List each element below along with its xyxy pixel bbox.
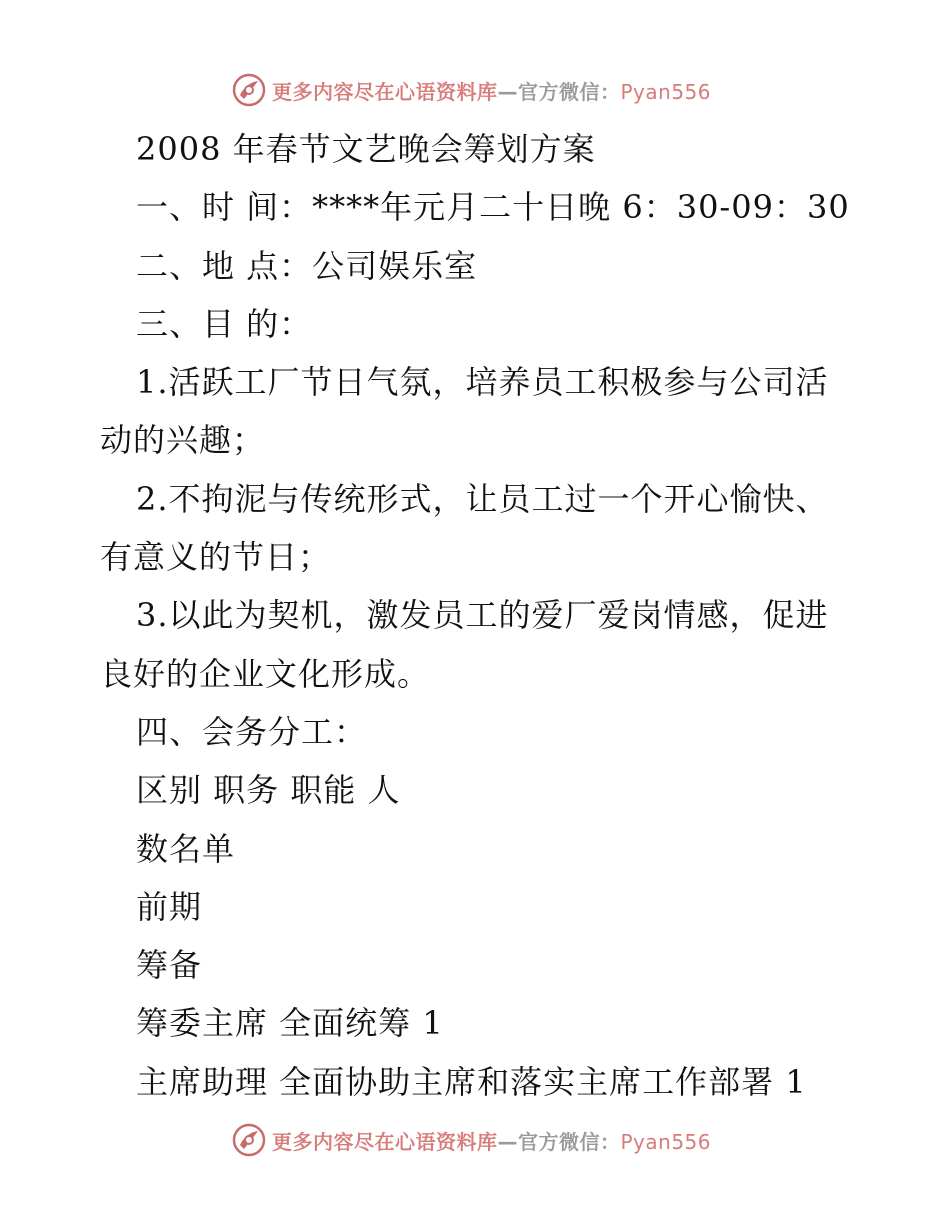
document-title: 2008 年春节文艺晚会筹划方案	[136, 130, 596, 168]
text-line: 动的兴趣；	[100, 421, 266, 460]
text-line: 前期	[136, 887, 203, 926]
text-line: 三、目 的：	[136, 304, 313, 343]
watermark-brand: 更多内容尽在心语资料库	[272, 79, 498, 104]
text-line: 筹备	[136, 946, 203, 985]
watermark-header	[232, 70, 712, 110]
text-line: 良好的企业文化形成。	[100, 654, 431, 693]
text-line: 有意义的节日；	[100, 538, 332, 577]
text-line: 1.活跃工厂节日气氛，培养员工积极参与公司活	[136, 363, 829, 402]
text-line: 区别 职务 职能 人	[136, 771, 401, 810]
text-line: 筹委主席 全面统筹 1	[136, 1004, 444, 1043]
text-line: 主席助理 全面协助主席和落实主席工作部署 1	[136, 1062, 807, 1101]
document-body	[100, 120, 860, 1111]
watermark-separator: —	[497, 1129, 518, 1154]
watermark-account: Pyan556	[620, 1129, 712, 1154]
brand-logo-icon	[232, 1123, 266, 1157]
watermark-separator: —	[497, 79, 518, 104]
watermark-account: Pyan556	[620, 79, 712, 104]
watermark-footer	[232, 1120, 712, 1160]
watermark-brand: 更多内容尽在心语资料库	[272, 1129, 498, 1154]
text-line: 数名单	[136, 829, 236, 868]
brand-logo-icon	[232, 73, 266, 107]
watermark-official: 官方微信：	[518, 79, 621, 104]
watermark-official: 官方微信：	[518, 1129, 621, 1154]
text-line: 2.不拘泥与传统形式，让员工过一个开心愉快、	[136, 479, 829, 518]
text-line: 二、地 点：公司娱乐室	[136, 246, 478, 285]
text-line: 四、会务分工：	[136, 712, 368, 751]
text-line: 3.以此为契机，激发员工的爱厂爱岗情感，促进	[136, 596, 829, 635]
text-line: 一、时 间：****年元月二十日晚 6：30-09：30	[136, 188, 850, 227]
